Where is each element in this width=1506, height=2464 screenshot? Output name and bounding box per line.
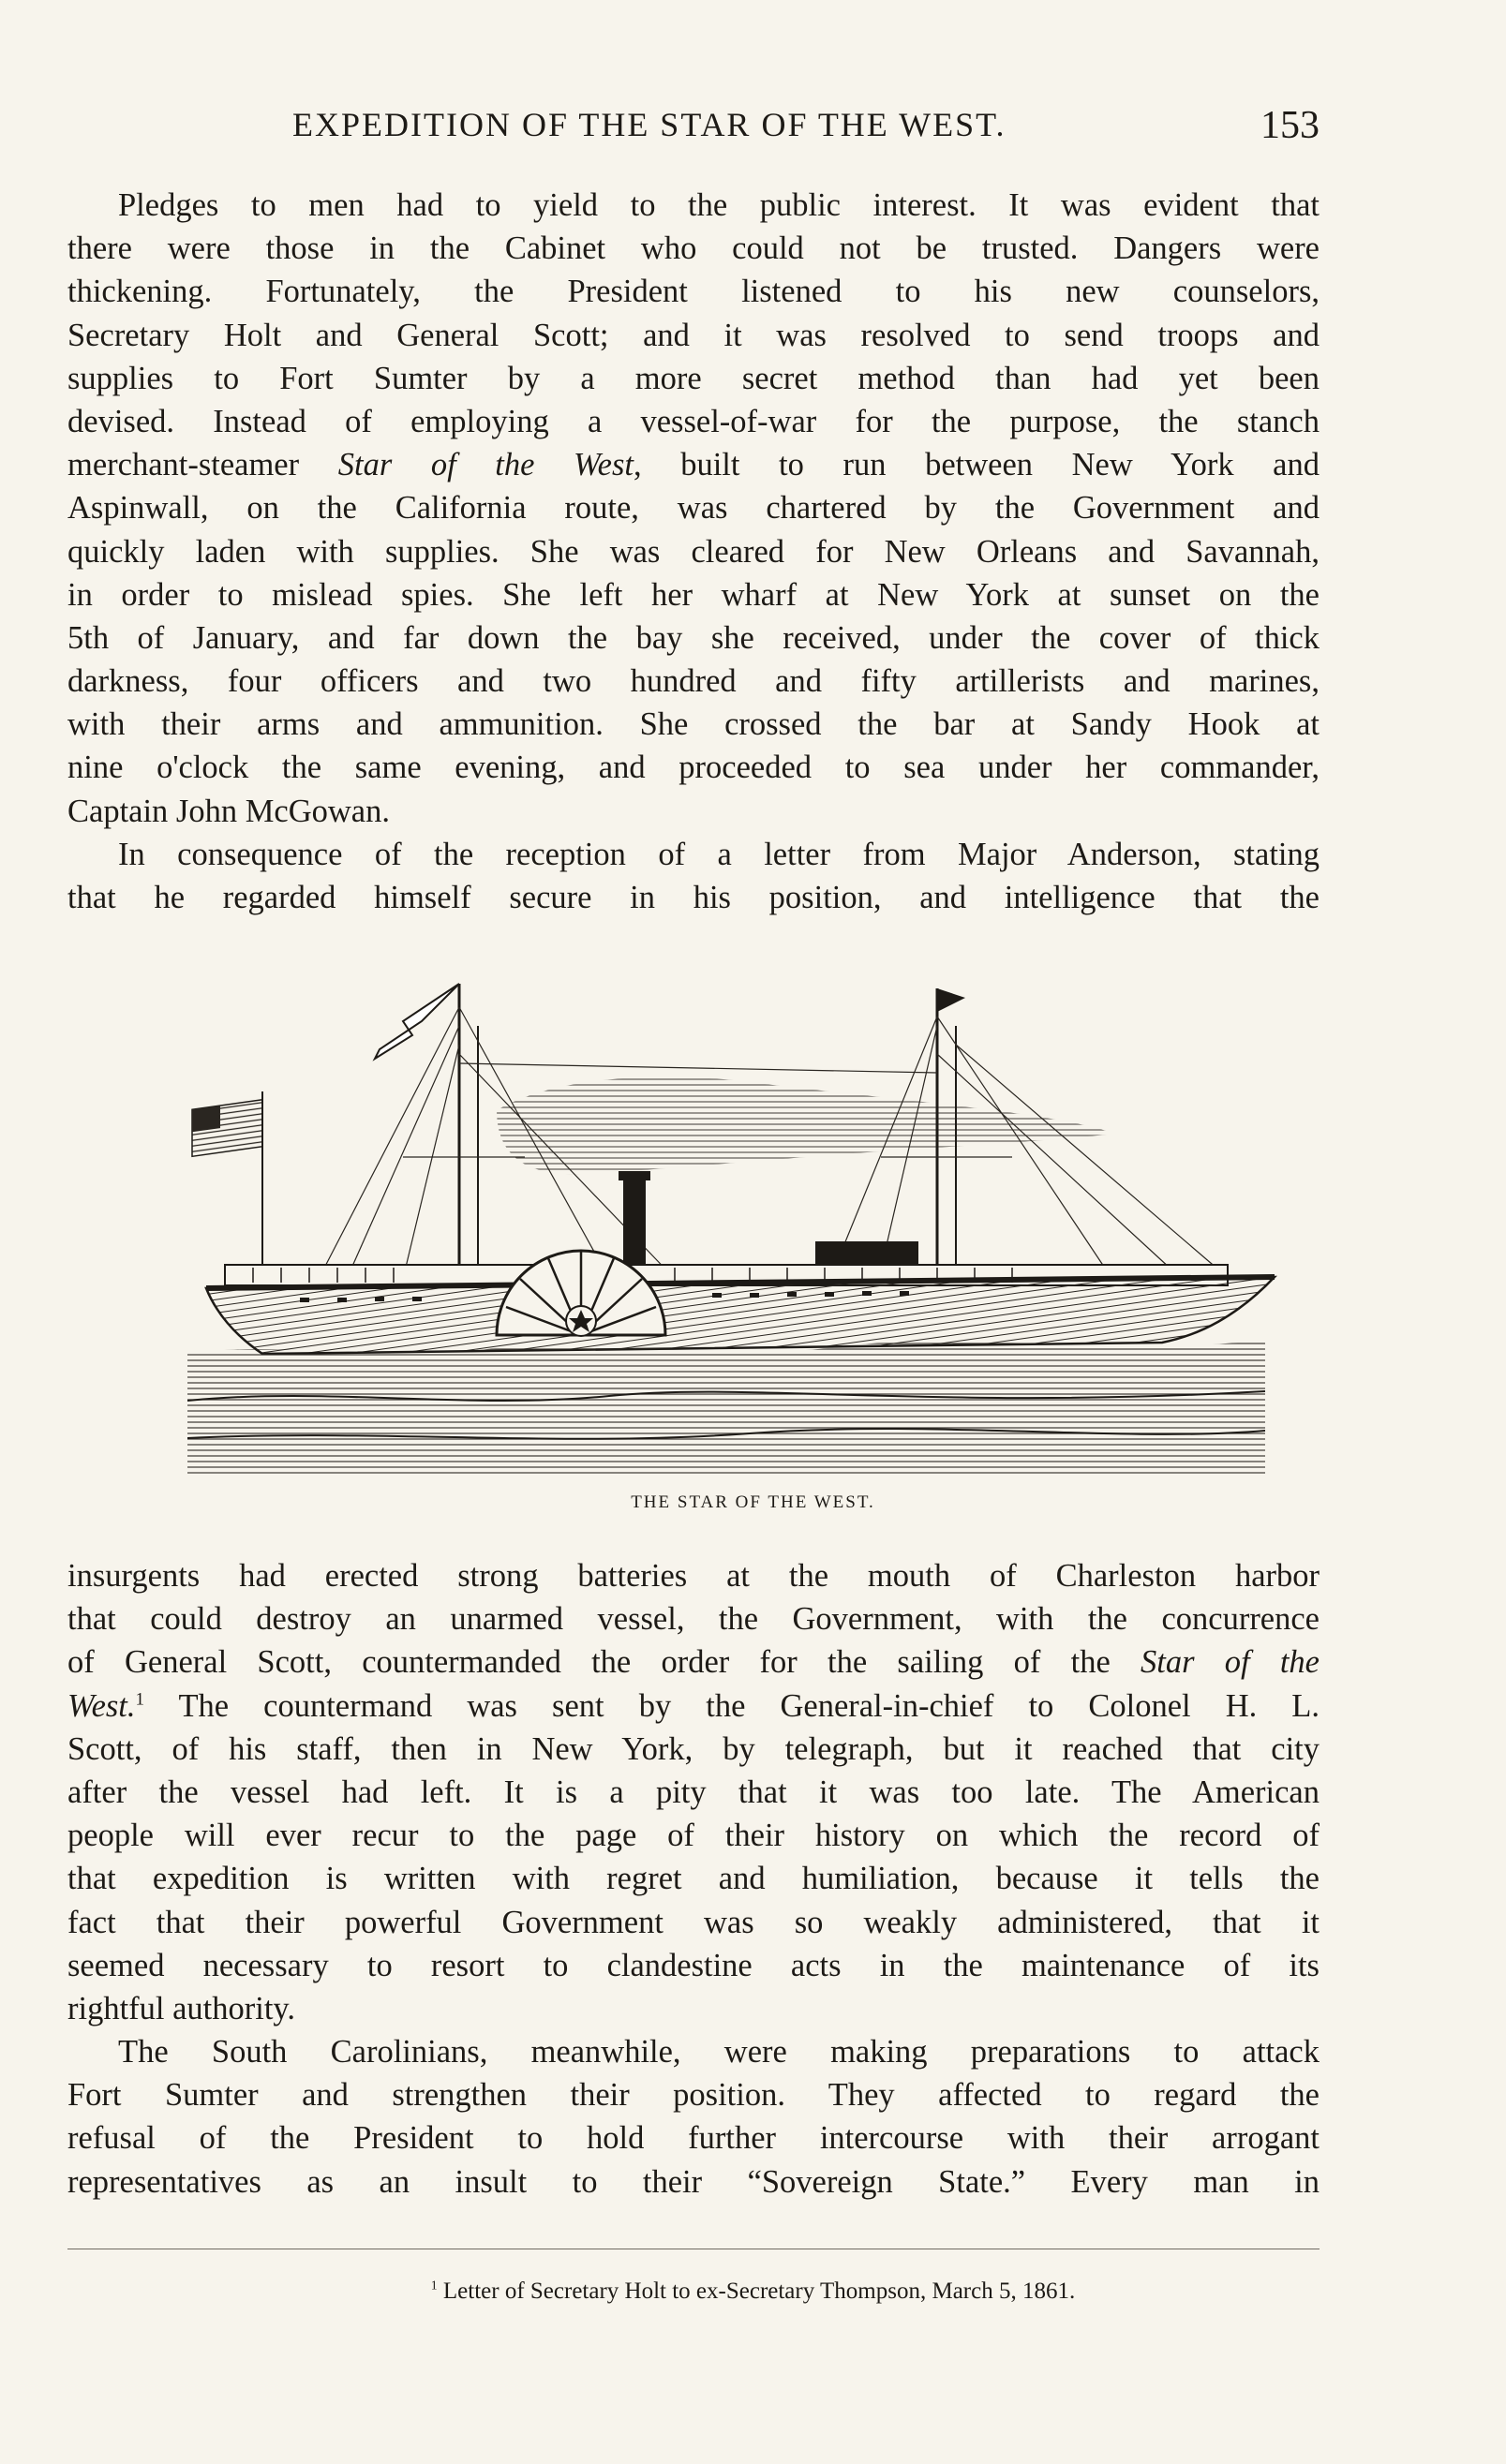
text-block-upper (67, 184, 1320, 919)
text-line: of General Scott, countermanded the order for the sailing of the Star of the (67, 1644, 1320, 1681)
text-line: quickly laden with supplies. She was cleared for New Orleans and Savannah, (67, 533, 1320, 570)
text-line: that could destroy an unarmed vessel, the Government, with the concurrence (67, 1601, 1320, 1638)
text-line: Secretary Holt and General Scott; and it was resolved to send troops and (67, 317, 1320, 353)
text-line: merchant-steamer Star of the West, built to run between New York and (67, 447, 1320, 483)
text-line: 5th of January, and far down the bay she received, under the cover of thick (67, 619, 1320, 656)
text-line: in order to mislead spies. She left her wharf at New York at sunset on the (67, 576, 1320, 613)
text-line: that expedition is written with regret and humiliation, because it tells the (67, 1861, 1320, 1897)
text-line: fact that their powerful Government was so weakly administered, that it (67, 1904, 1320, 1940)
ship-name: West. (67, 1687, 136, 1724)
figure-caption: THE STAR OF THE WEST. (631, 1492, 875, 1512)
footnote-text: Letter of Secretary Holt to ex-Secretary Thompson, March 5, 1861. (437, 2278, 1076, 2304)
running-head (67, 105, 1320, 152)
text-line: refusal of the President to hold further intercourse with their arrogant (67, 2120, 1320, 2157)
text-line: nine o'clock the same evening, and proceeded to sea under her commander, (67, 750, 1320, 786)
flag-icon (192, 1091, 262, 1279)
text-line: people will ever recur to the page of their history on which the record of (67, 1818, 1320, 1854)
chapter-title: EXPEDITION OF THE STAR OF THE WEST. (292, 106, 1006, 143)
text-line: The South Carolinians, meanwhile, were making preparations to attack (118, 2034, 1320, 2071)
text-line: Pledges to men had to yield to the public interest. It was evident that (118, 187, 1320, 223)
text-line: thickening. Fortunately, the President listened to his new counselors, (67, 274, 1320, 310)
text-line: Captain John McGowan. (67, 793, 390, 829)
page-number: 153 (1260, 104, 1320, 147)
footnote-ref: 1 (135, 1689, 145, 1710)
footnote-mark: 1 (430, 2278, 438, 2293)
text-line: there were those in the Cabinet who could not be trusted. Dangers were (67, 230, 1320, 267)
text-line: Scott, of his staff, then in New York, by telegraph, but it reached that city (67, 1730, 1320, 1767)
text-line: darkness, four officers and two hundred and fifty artillerists and marines, (67, 663, 1320, 700)
text-line: seemed necessary to resort to clandestine acts in the maintenance of its (67, 1947, 1320, 1983)
text-line: In consequence of the reception of a letter from Major Anderson, stating (118, 836, 1320, 872)
text-line: insurgents had erected strong batteries at the mouth of Charleston harbor (67, 1558, 1320, 1594)
sea-waves (187, 1340, 1265, 1476)
ship-name: Star of the West (337, 447, 634, 483)
text-line: representatives as an insult to their “Sovereign State.” Every man in (67, 2163, 1320, 2200)
text-line: Aspinwall, on the California route, was chartered by the Government and (67, 490, 1320, 527)
text-line: West.$^1$ The countermand was sent by the General-in-chief to Colonel H. L. (67, 1687, 1320, 1724)
text-line: after the vessel had left. It is a pity that it was too late. The American (67, 1774, 1320, 1810)
text-line: rightful authority. (67, 1990, 296, 2026)
text-line: devised. Instead of employing a vessel-of-war for the purpose, the stanch (67, 403, 1320, 439)
text-line: with their arms and ammunition. She crossed the bar at Sandy Hook at (67, 706, 1320, 743)
text-line: that he regarded himself secure in his position, and intelligence that the (67, 880, 1320, 915)
smoke-cloud (497, 1076, 1115, 1174)
steamship-engraving (187, 970, 1331, 1476)
text-line: supplies to Fort Sumter by a more secret method than had yet been (67, 360, 1320, 396)
ship-name: Star of the (1141, 1644, 1320, 1681)
footnote (0, 2278, 1506, 2305)
text-block-lower (67, 1554, 1320, 2204)
text-line: Fort Sumter and strengthen their position. They affected to regard the (67, 2077, 1320, 2114)
